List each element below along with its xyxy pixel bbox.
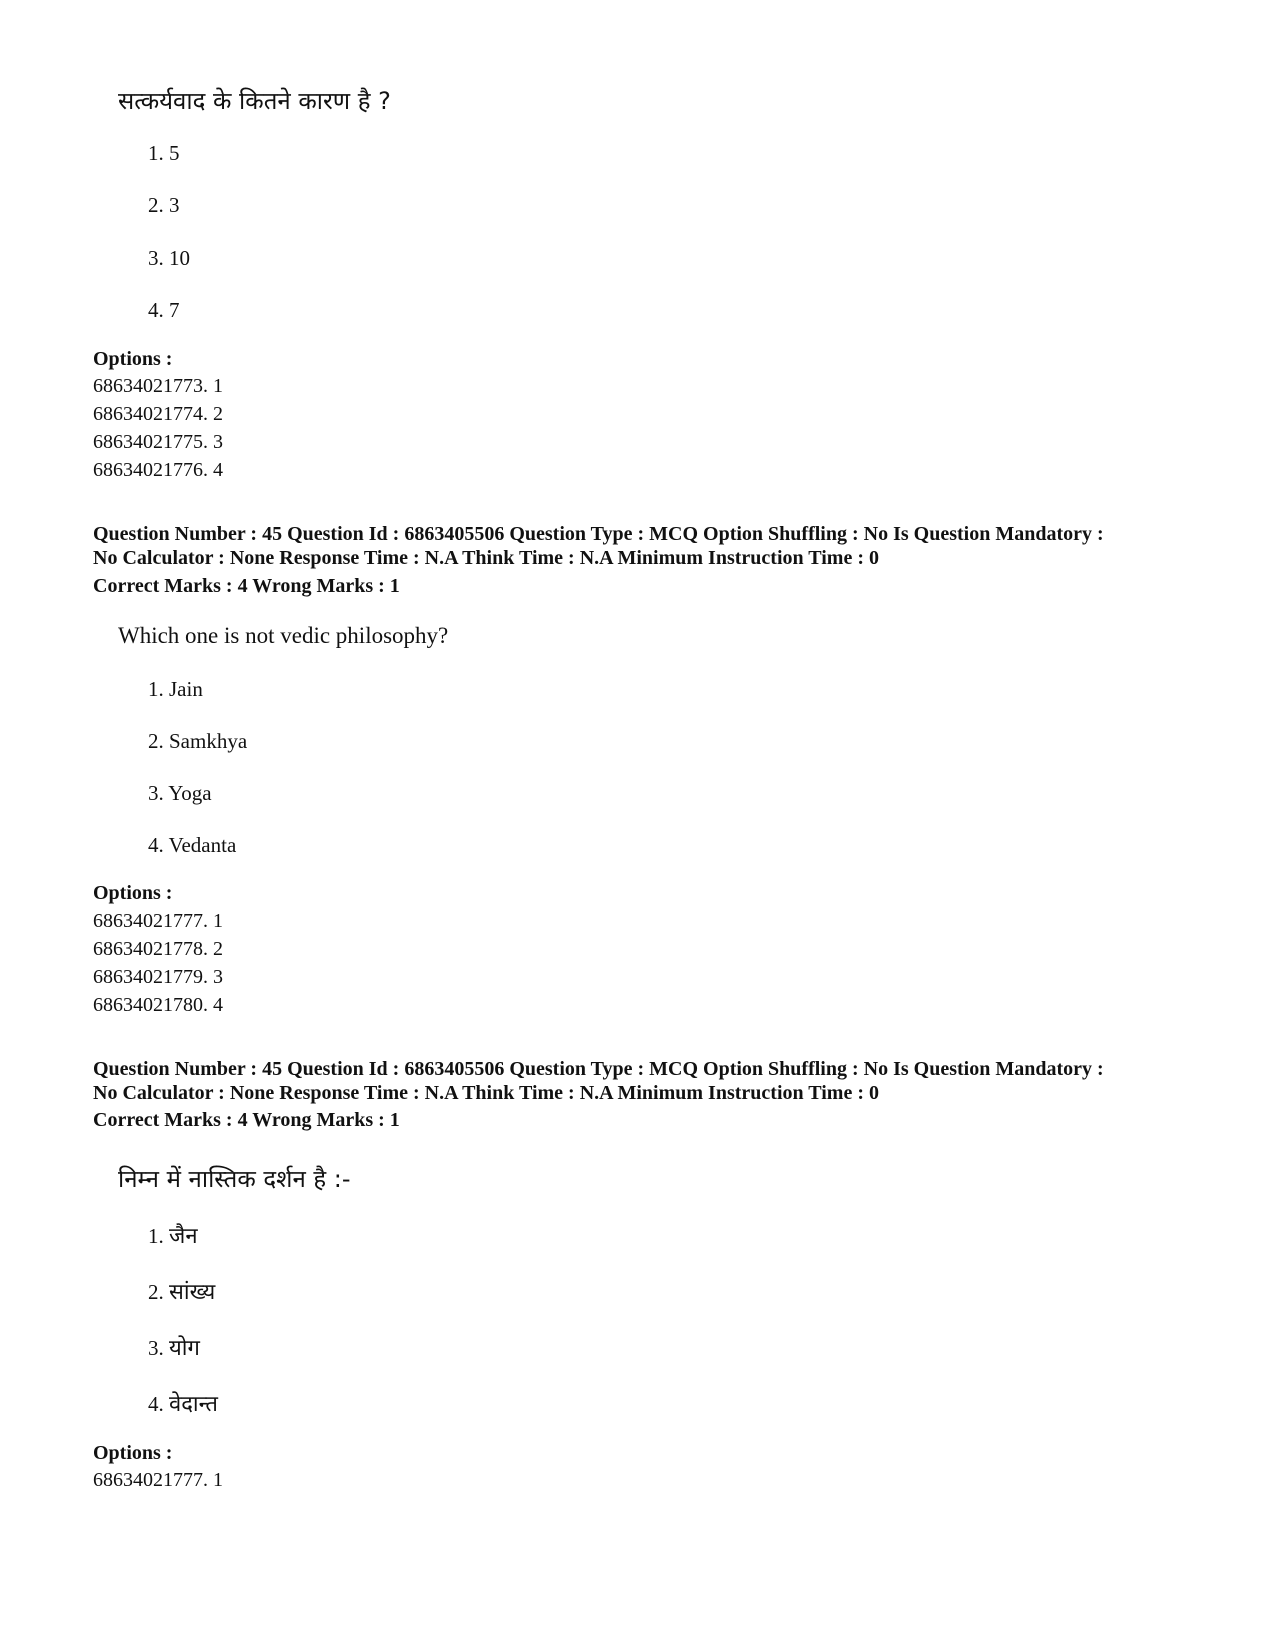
choice-text: Vedanta: [168, 833, 237, 857]
question-2-choice-2: [148, 729, 247, 754]
options-heading: Options :: [93, 1442, 173, 1464]
option-id-line: 68634021777. 1: [93, 1469, 223, 1491]
option-id-line: 68634021777. 1: [93, 910, 223, 932]
question-meta-line-1: Question Number : 45 Question Id : 6863405506 Question Type : MCQ Option Shuffling : No Is Question Mandatory :: [93, 523, 1104, 545]
question-1-choice-2: [148, 193, 180, 218]
choice-text: सांख्य: [169, 1280, 216, 1305]
option-id-line: 68634021778. 2: [93, 938, 223, 960]
question-2-choice-4: [148, 833, 236, 858]
choice-number: 1.: [148, 141, 164, 165]
options-heading: Options :: [93, 348, 173, 370]
choice-number: 1.: [148, 677, 164, 701]
question-2-choice-1: [148, 677, 203, 702]
choice-text: वेदान्त: [169, 1392, 218, 1417]
question-3-choice-2: [148, 1276, 215, 1306]
choice-number: 4.: [148, 1392, 164, 1416]
choice-number: 3.: [148, 246, 164, 270]
choice-number: 4.: [148, 833, 164, 857]
option-id-line: 68634021779. 3: [93, 966, 223, 988]
question-3-choice-4: [148, 1388, 218, 1418]
question-1-text: सत्कर्यवाद के कितने कारण है ?: [118, 87, 391, 115]
choice-text: जैन: [169, 1224, 198, 1249]
option-id-line: 68634021776. 4: [93, 459, 223, 481]
choice-number: 3.: [148, 781, 164, 805]
choice-text: Yoga: [168, 781, 212, 805]
choice-text: 3: [169, 193, 180, 217]
option-id-line: 68634021774. 2: [93, 403, 223, 425]
question-marks: Correct Marks : 4 Wrong Marks : 1: [93, 575, 400, 597]
choice-number: 2.: [148, 729, 164, 753]
question-3-text: निम्न में नास्तिक दर्शन है :-: [118, 1165, 351, 1193]
question-3-choice-3: [148, 1332, 200, 1362]
question-2-choice-3: [148, 781, 212, 806]
question-meta-line-2: No Calculator : None Response Time : N.A Think Time : N.A Minimum Instruction Time : 0: [93, 1082, 879, 1104]
option-id-line: 68634021773. 1: [93, 375, 223, 397]
choice-text: Samkhya: [169, 729, 248, 753]
question-3-choice-1: [148, 1220, 198, 1250]
question-2-text: Which one is not vedic philosophy?: [118, 623, 449, 648]
choice-text: 5: [169, 141, 180, 165]
question-meta-line-2: No Calculator : None Response Time : N.A Think Time : N.A Minimum Instruction Time : 0: [93, 547, 879, 569]
choice-text: 7: [169, 298, 180, 322]
choice-number: 4.: [148, 298, 164, 322]
options-heading: Options :: [93, 882, 173, 904]
question-meta-line-1: Question Number : 45 Question Id : 6863405506 Question Type : MCQ Option Shuffling : No Is Question Mandatory :: [93, 1058, 1104, 1080]
choice-text: Jain: [169, 677, 203, 701]
choice-number: 3.: [148, 1336, 164, 1360]
option-id-line: 68634021775. 3: [93, 431, 223, 453]
choice-text: 10: [169, 246, 190, 270]
choice-number: 2.: [148, 1280, 164, 1304]
option-id-line: 68634021780. 4: [93, 994, 223, 1016]
choice-number: 1.: [148, 1224, 164, 1248]
choice-text: योग: [169, 1336, 200, 1361]
question-1-choice-1: [148, 141, 180, 166]
choice-number: 2.: [148, 193, 164, 217]
question-1-choice-4: [148, 298, 180, 323]
question-marks: Correct Marks : 4 Wrong Marks : 1: [93, 1109, 400, 1131]
question-1-choice-3: [148, 246, 190, 271]
